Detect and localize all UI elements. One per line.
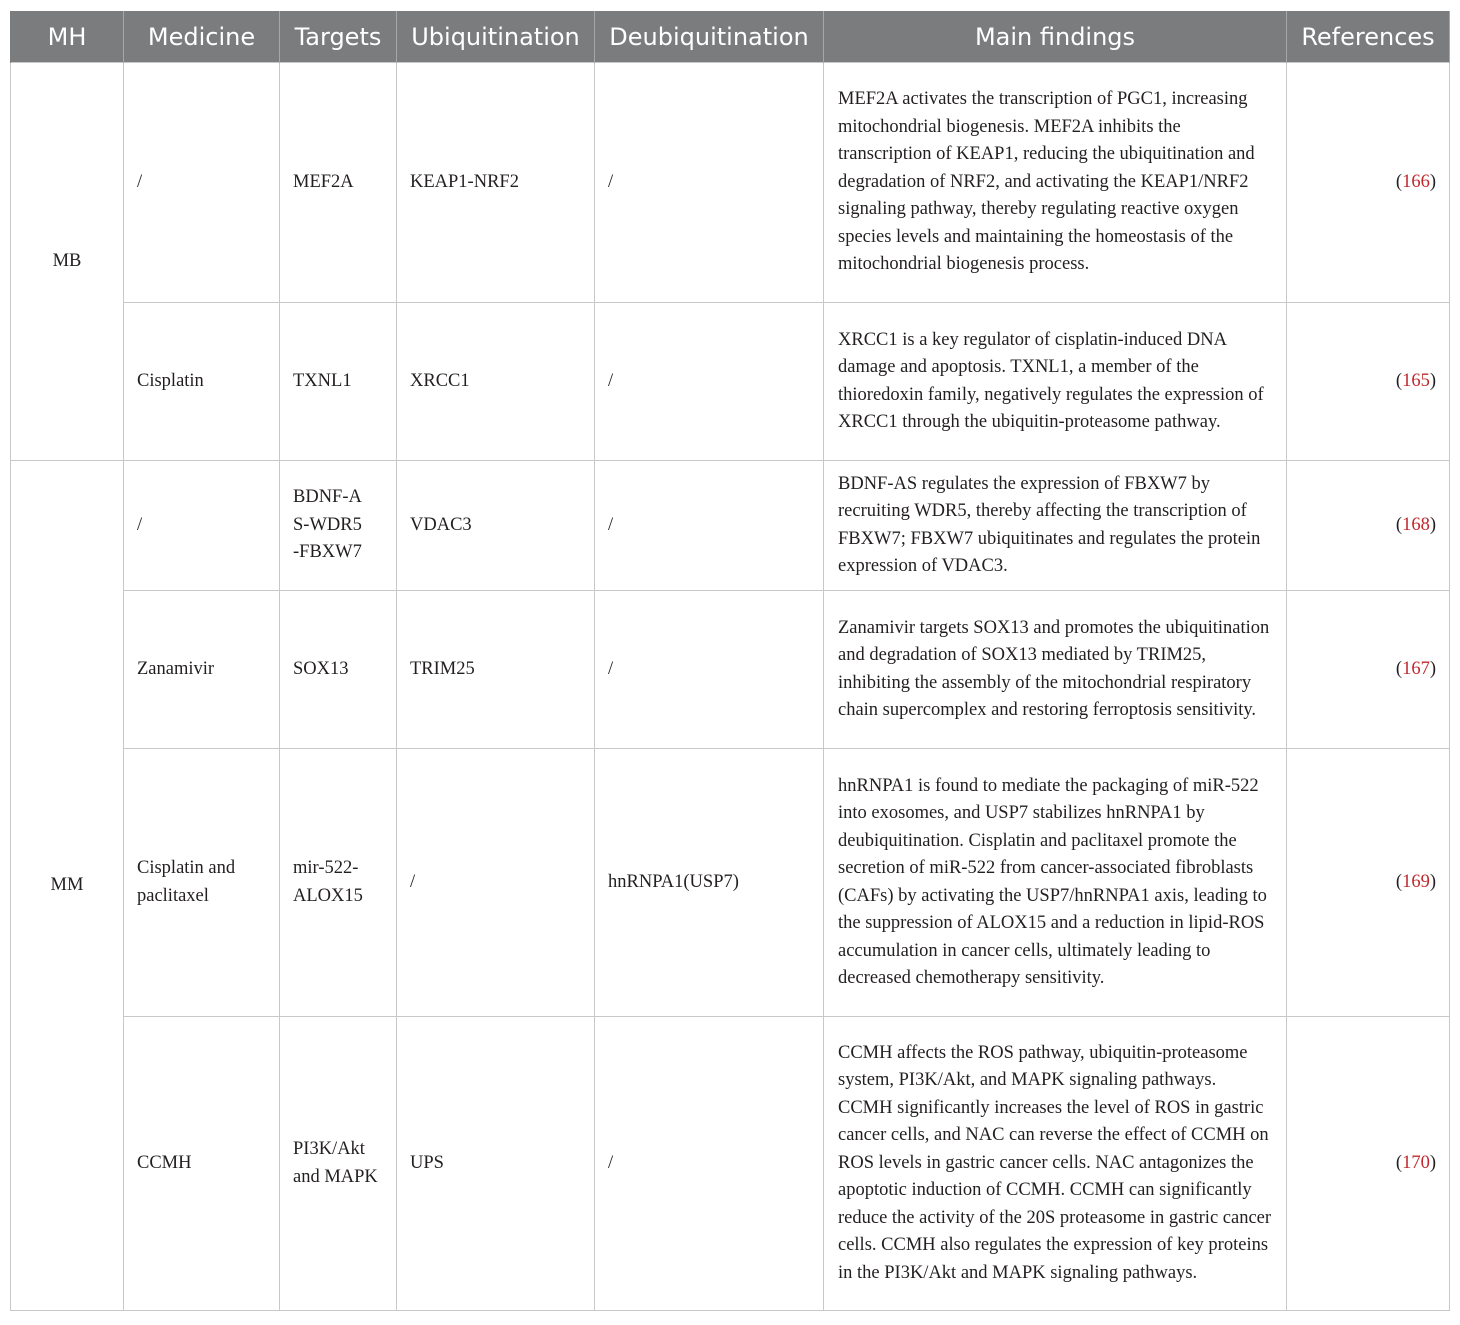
reference-cell <box>1287 591 1450 749</box>
ubiquitination-cell: / <box>397 749 595 1017</box>
ref-paren-close: ) <box>1429 370 1436 391</box>
header-mh: MH <box>11 11 124 63</box>
ref-paren-open: ( <box>1395 171 1403 192</box>
reference-link[interactable]: 168 <box>1402 514 1430 535</box>
table-row <box>11 461 1450 591</box>
ubiquitination-cell: TRIM25 <box>397 591 595 749</box>
header-targets: Targets <box>280 11 397 63</box>
ref-paren-open: ( <box>1395 514 1403 535</box>
medicine-cell: Cisplatin and paclitaxel <box>124 749 280 1017</box>
ref-paren-close: ) <box>1429 658 1436 679</box>
findings-cell: BDNF-AS regulates the expression of FBXW7 by recruiting WDR5, thereby affecting the transcription of FBXW7; FBXW7 ubiquitinates and regulates the protein expression of VDAC3. <box>824 461 1287 591</box>
medicine-cell: CCMH <box>124 1017 280 1311</box>
targets-cell: MEF2A <box>280 63 397 303</box>
findings-cell: CCMH affects the ROS pathway, ubiquitin-proteasome system, PI3K/Akt, and MAPK signaling pathways. CCMH significantly increases the level of ROS in gastric cancer cells, and NAC can reverse the effect of CCMH on ROS levels in gastric cancer cells. NAC antagonizes the apoptotic induction of CCMH. CCMH can significantly reduce the activity of the 20S proteasome in gastric cancer cells. CCMH also regulates the expression of key proteins in the PI3K/Akt and MAPK signaling pathways. <box>824 1017 1287 1311</box>
header-ubiquitination: Ubiquitination <box>397 11 595 63</box>
targets-cell: SOX13 <box>280 591 397 749</box>
reference-link[interactable]: 165 <box>1402 370 1430 391</box>
ref-paren-open: ( <box>1395 370 1403 391</box>
mh-cell: MM <box>11 461 124 1311</box>
ubiquitination-cell: XRCC1 <box>397 303 595 461</box>
reference-link[interactable]: 170 <box>1402 1152 1430 1173</box>
data-table <box>10 11 1450 1311</box>
ubiquitination-cell: VDAC3 <box>397 461 595 591</box>
table-row <box>11 591 1450 749</box>
findings-cell: XRCC1 is a key regulator of cisplatin-induced DNA damage and apoptosis. TXNL1, a member of the thioredoxin family, negatively regulates the expression of XRCC1 through the ubiquitin-proteasome pathway. <box>824 303 1287 461</box>
reference-link[interactable]: 167 <box>1402 658 1430 679</box>
ref-paren-open: ( <box>1395 1152 1403 1173</box>
mh-cell: MB <box>11 63 124 461</box>
reference-link[interactable]: 166 <box>1402 171 1430 192</box>
table-row <box>11 63 1450 303</box>
medicine-cell: / <box>124 63 280 303</box>
header-deubiquitination: Deubiquitination <box>595 11 824 63</box>
ref-paren-close: ) <box>1429 514 1436 535</box>
targets-text: BDNF-AS-WDR5-FBXW7 <box>293 487 362 563</box>
medicine-cell: Cisplatin <box>124 303 280 461</box>
deubiquitination-cell: / <box>595 461 824 591</box>
ref-paren-open: ( <box>1395 658 1403 679</box>
targets-cell <box>280 461 397 591</box>
ubiquitination-cell: KEAP1-NRF2 <box>397 63 595 303</box>
deubiquitination-cell: hnRNPA1(USP7) <box>595 749 824 1017</box>
header-row <box>11 11 1450 63</box>
ref-paren-close: ) <box>1429 1152 1436 1173</box>
findings-cell: hnRNPA1 is found to mediate the packaging of miR-522 into exosomes, and USP7 stabilizes hnRNPA1 by deubiquitination. Cisplatin and paclitaxel promote the secretion of miR-522 from cancer-associated fibroblasts (CAFs) by activating the USP7/hnRNPA1 axis, leading to the suppression of ALOX15 and a reduction in lipid-ROS accumulation in cancer cells, ultimately leading to decreased chemotherapy sensitivity. <box>824 749 1287 1017</box>
ref-paren-open: ( <box>1395 871 1403 892</box>
findings-cell: MEF2A activates the transcription of PGC1, increasing mitochondrial biogenesis. MEF2A inhibits the transcription of KEAP1, reducing the ubiquitination and degradation of NRF2, and activating the KEAP1/NRF2 signaling pathway, thereby regulating reactive oxygen species levels and maintaining the homeostasis of the mitochondrial biogenesis process. <box>824 63 1287 303</box>
table-row <box>11 749 1450 1017</box>
reference-cell <box>1287 461 1450 591</box>
targets-cell: TXNL1 <box>280 303 397 461</box>
table-container <box>10 11 1449 1311</box>
header-medicine: Medicine <box>124 11 280 63</box>
findings-cell: Zanamivir targets SOX13 and promotes the ubiquitination and degradation of SOX13 mediated by TRIM25, inhibiting the assembly of the mitochondrial respiratory chain supercomplex and restoring ferroptosis sensitivity. <box>824 591 1287 749</box>
deubiquitination-cell: / <box>595 591 824 749</box>
targets-cell: PI3K/Akt and MAPK <box>280 1017 397 1311</box>
reference-cell <box>1287 1017 1450 1311</box>
ref-paren-close: ) <box>1429 171 1436 192</box>
reference-link[interactable]: 169 <box>1402 871 1430 892</box>
reference-cell <box>1287 63 1450 303</box>
ubiquitination-cell: UPS <box>397 1017 595 1311</box>
table-row <box>11 303 1450 461</box>
header-references: References <box>1287 11 1450 63</box>
reference-cell <box>1287 303 1450 461</box>
deubiquitination-cell: / <box>595 1017 824 1311</box>
table-row <box>11 1017 1450 1311</box>
table-body <box>11 63 1450 1311</box>
medicine-cell: Zanamivir <box>124 591 280 749</box>
table-header <box>11 11 1450 63</box>
targets-text: mir-522-ALOX15 <box>293 858 363 906</box>
deubiquitination-cell: / <box>595 63 824 303</box>
deubiquitination-cell: / <box>595 303 824 461</box>
ref-paren-close: ) <box>1429 871 1436 892</box>
medicine-cell: / <box>124 461 280 591</box>
targets-cell <box>280 749 397 1017</box>
reference-cell <box>1287 749 1450 1017</box>
header-main-findings: Main findings <box>824 11 1287 63</box>
